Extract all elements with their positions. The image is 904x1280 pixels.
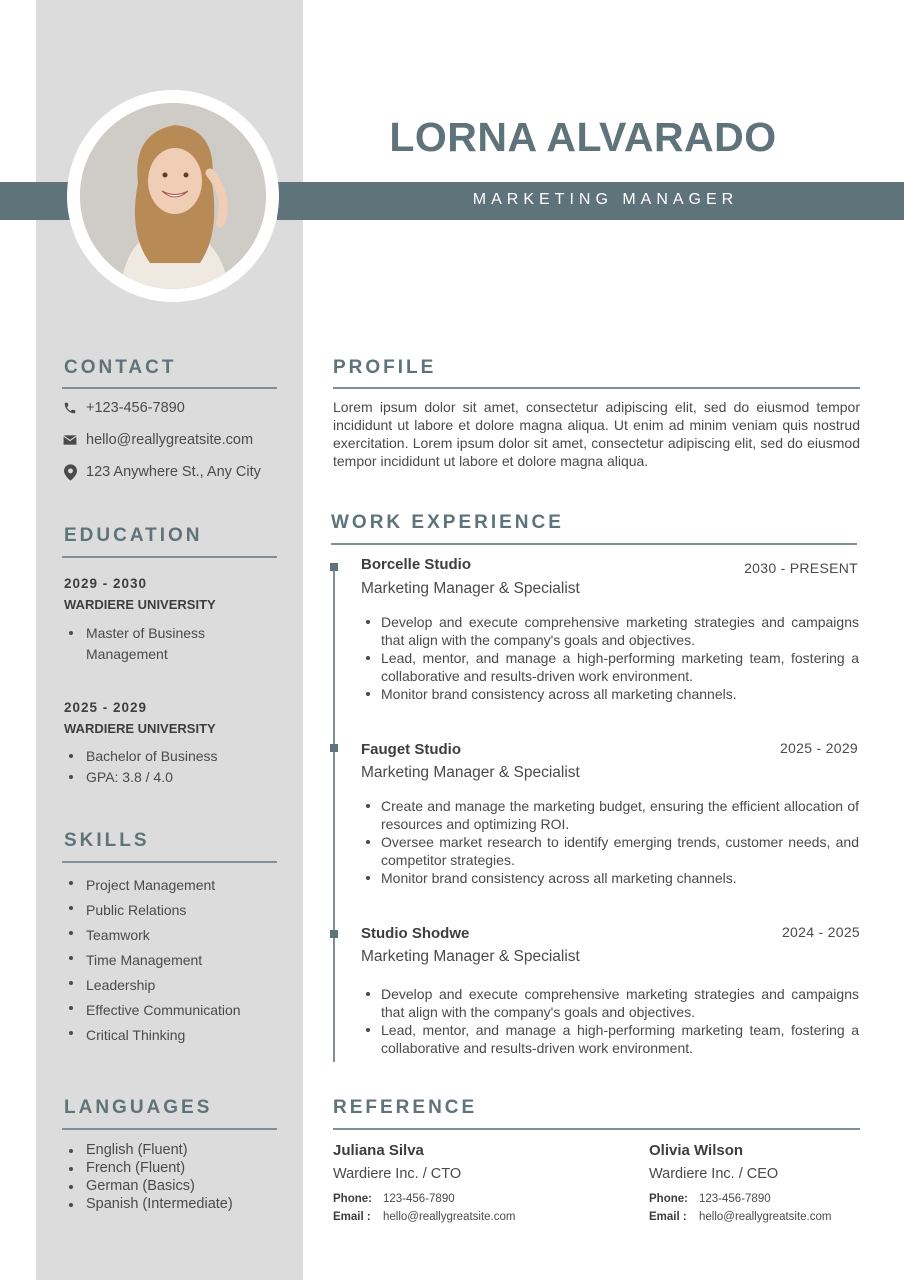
list-item: Critical Thinking <box>64 1023 241 1048</box>
phone-label: Phone: <box>649 1193 688 1205</box>
education-years: 2025 - 2029 <box>64 700 148 715</box>
job-company: Studio Shodwe <box>361 925 470 942</box>
reference-heading: REFERENCE <box>333 1097 478 1118</box>
reference-org: Wardiere Inc. / CEO <box>649 1166 779 1182</box>
job-dates: 2030 - PRESENT <box>744 560 858 576</box>
list-item: Spanish (Intermediate) <box>64 1195 233 1213</box>
reference-email-value: hello@reallygreatsite.com <box>383 1211 516 1223</box>
email-text: hello@reallygreatsite.com <box>86 432 254 448</box>
contact-phone[interactable] <box>62 400 185 416</box>
languages-rule <box>62 1128 277 1130</box>
reference-email-value: hello@reallygreatsite.com <box>699 1211 832 1223</box>
reference-phone <box>333 1193 455 1205</box>
job-role: Marketing Manager & Specialist <box>361 580 580 597</box>
list-item: German (Basics) <box>64 1177 233 1195</box>
email-label: Email : <box>333 1211 371 1223</box>
job-bullets <box>361 613 859 703</box>
list-item: Lead, mentor, and manage a high-performing marketing team, fostering a collaborative and results-driven work environment. <box>361 1021 859 1057</box>
job-bullets <box>361 985 859 1057</box>
job-title: MARKETING MANAGER <box>472 191 739 208</box>
education-years: 2029 - 2030 <box>64 576 148 591</box>
list-item: Lead, mentor, and manage a high-performing marketing team, fostering a collaborative and results-driven work environment. <box>361 649 859 685</box>
list-item: Create and manage the marketing budget, ensuring the efficient allocation of resources and optimizing ROI. <box>361 797 859 833</box>
timeline-line <box>333 566 335 1062</box>
job-dates: 2025 - 2029 <box>779 740 858 756</box>
profile-heading: PROFILE <box>333 357 437 378</box>
phone-label: Phone: <box>333 1193 372 1205</box>
education-school: WARDIERE UNIVERSITY <box>64 597 216 612</box>
job-bullets <box>361 797 859 887</box>
profile-photo <box>80 103 266 289</box>
job-dates: 2024 - 2025 <box>781 924 860 940</box>
degree-line-2: Management <box>86 646 168 662</box>
phone-text: +123-456-7890 <box>86 400 185 416</box>
skills-heading: SKILLS <box>64 830 150 851</box>
reference-phone <box>649 1193 771 1205</box>
job-role: Marketing Manager & Specialist <box>361 764 580 781</box>
contact-email[interactable] <box>62 432 253 448</box>
reference-name: Olivia Wilson <box>649 1142 744 1159</box>
list-item: Teamwork <box>64 923 241 948</box>
contact-address <box>62 464 261 480</box>
languages-list <box>64 1141 233 1213</box>
education-details <box>64 746 218 788</box>
education-heading: EDUCATION <box>64 525 203 546</box>
profile-rule <box>333 387 860 389</box>
reference-phone-value: 123-456-7890 <box>699 1193 771 1205</box>
contact-heading: CONTACT <box>64 357 177 378</box>
degree-line-1: Master of Business <box>86 625 206 641</box>
list-item: Project Management <box>64 873 241 898</box>
reference-phone-value: 123-456-7890 <box>383 1193 455 1205</box>
work-heading: WORK EXPERIENCE <box>331 512 564 533</box>
list-item: French (Fluent) <box>64 1159 233 1177</box>
reference-rule <box>333 1128 860 1130</box>
list-item: Effective Communication <box>64 998 241 1023</box>
address-text: 123 Anywhere St., Any City <box>86 464 261 480</box>
job-role: Marketing Manager & Specialist <box>361 948 580 965</box>
list-item: Develop and execute comprehensive marketing strategies and campaigns that align with the company's goals and objectives. <box>361 613 859 649</box>
languages-heading: LANGUAGES <box>64 1097 213 1118</box>
list-item: Bachelor of Business <box>64 746 218 767</box>
job-company: Fauget Studio <box>361 741 461 758</box>
skills-rule <box>62 861 277 863</box>
list-item: Time Management <box>64 948 241 973</box>
list-item: Oversee market research to identify emerging trends, customer needs, and competitor strategies. <box>361 833 859 869</box>
profile-text: Lorem ipsum dolor sit amet, consectetur adipiscing elit, sed do eiusmod tempor incididunt ut labore et dolore magna aliqua. Ut enim ad minim veniam quis nostrud exercitation. Lorem ipsum dolor sit amet, consectetur adipiscing elit, sed do eiusmod tempor incididunt ut labore et dolore magna aliqua. <box>333 399 860 469</box>
reference-org: Wardiere Inc. / CTO <box>333 1166 462 1182</box>
reference-email[interactable] <box>649 1211 831 1223</box>
timeline-dot <box>330 930 338 938</box>
location-pin-icon <box>62 464 78 480</box>
list-item: Monitor brand consistency across all marketing channels. <box>361 869 859 887</box>
contact-rule <box>62 387 277 389</box>
list-item: Leadership <box>64 973 241 998</box>
timeline-dot <box>330 563 338 571</box>
list-item: GPA: 3.8 / 4.0 <box>64 767 218 788</box>
timeline-dot <box>330 744 338 752</box>
list-item: Develop and execute comprehensive marketing strategies and campaigns that align with the company's goals and objectives. <box>361 985 859 1021</box>
education-school: WARDIERE UNIVERSITY <box>64 721 216 736</box>
full-name: LORNA ALVARADO <box>389 114 777 160</box>
reference-name: Juliana Silva <box>333 1142 424 1159</box>
reference-email[interactable] <box>333 1211 515 1223</box>
work-rule <box>331 543 857 545</box>
header-band <box>277 182 904 220</box>
education-degree <box>64 623 274 665</box>
email-label: Email : <box>649 1211 687 1223</box>
job-company: Borcelle Studio <box>361 556 472 573</box>
mail-icon <box>62 432 78 448</box>
list-item: Public Relations <box>64 898 241 923</box>
list-item: English (Fluent) <box>64 1141 233 1159</box>
skills-list <box>64 873 241 1048</box>
education-rule <box>62 556 277 558</box>
phone-icon <box>62 400 78 416</box>
list-item: Monitor brand consistency across all marketing channels. <box>361 685 859 703</box>
